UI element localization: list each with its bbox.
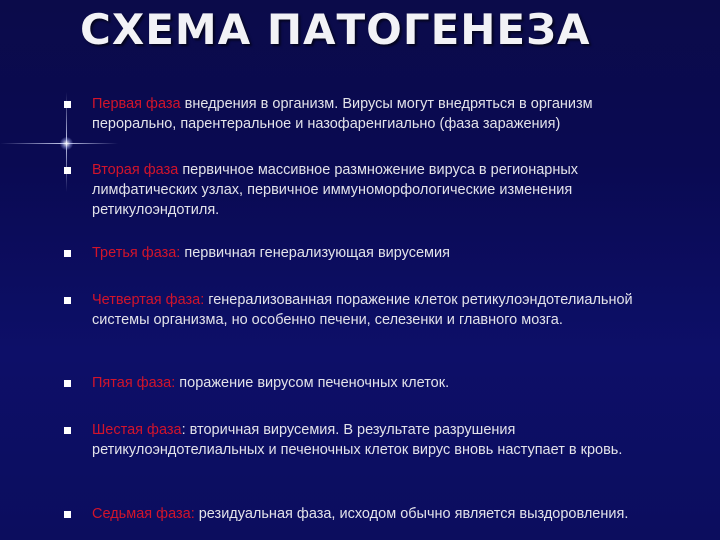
square-bullet-icon (64, 250, 71, 257)
square-bullet-icon (64, 167, 71, 174)
square-bullet-icon (64, 101, 71, 108)
phase-description: первичное массивное размножение вируса в регионарных лимфатических узлах, первичное иммуноморфологические изменения ретикулоэндотиля. (92, 162, 579, 218)
phase-description: поражение вирусом печеночных клеток. (175, 375, 450, 391)
list-item-phase-3 (92, 243, 652, 263)
square-bullet-icon (64, 380, 71, 387)
list-item-phase-2 (92, 160, 652, 220)
phase-label: Вторая фаза (92, 162, 179, 178)
phase-description: первичная генерализующая вирусемия (180, 245, 450, 261)
phase-label: Пятая фаза: (92, 375, 176, 391)
square-bullet-icon (64, 427, 71, 434)
slide-title: СХЕМА ПАТОГЕНЕЗА (80, 5, 591, 54)
list-item-phase-1 (92, 94, 652, 134)
phase-label: Третья фаза: (92, 245, 181, 261)
square-bullet-icon (64, 511, 71, 518)
phase-label: Седьмая фаза: (92, 506, 195, 522)
phase-label: Первая фаза (92, 96, 181, 112)
square-bullet-icon (64, 297, 71, 304)
list-item-phase-5 (92, 373, 652, 393)
phase-description: : вторичная вирусемия. В результате разрушения ретикулоэндотелиальных и печеночных клеток вирус вновь наступает в кровь. (92, 422, 623, 458)
list-item-phase-6 (92, 420, 652, 460)
phase-description: генерализованная поражение клеток ретикулоэндотелиальной системы организма, но особенно печени, селезенки и главного мозга. (92, 292, 633, 328)
phase-description: резидуальная фаза, исходом обычно является выздоровления. (194, 506, 629, 522)
list-item-phase-7 (92, 504, 652, 524)
phase-description: внедрения в организм. Вирусы могут внедряться в организм перорально, парентеральное и назофаренгиально (фаза заражения) (92, 96, 593, 132)
list-item-phase-4 (92, 290, 652, 330)
phase-label: Шестая фаза (92, 422, 182, 438)
phase-label: Четвертая фаза: (92, 292, 205, 308)
